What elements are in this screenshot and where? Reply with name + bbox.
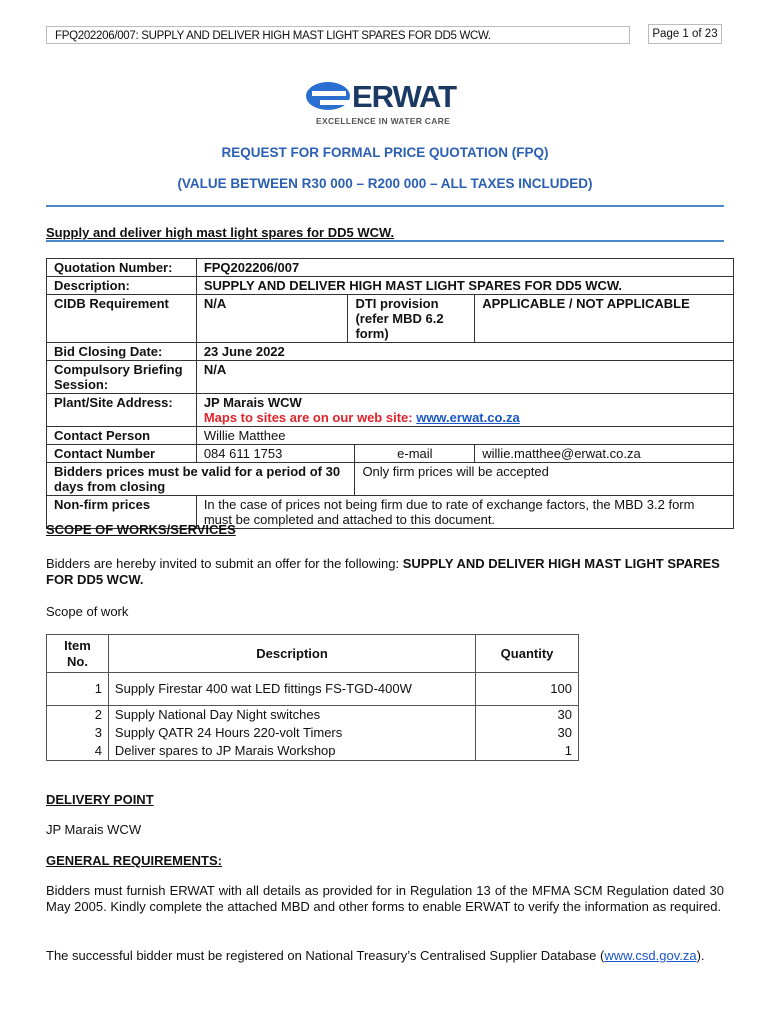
item-description: Supply National Day Night switches xyxy=(108,706,475,725)
item-quantity: 30 xyxy=(476,724,579,742)
scope-intro xyxy=(46,556,724,588)
description-value: SUPPLY AND DELIVER HIGH MAST LIGHT SPARES FOR DD5 WCW. xyxy=(196,277,733,295)
column-header-quantity: Quantity xyxy=(476,635,579,673)
table-row xyxy=(47,742,579,761)
item-description: Supply QATR 24 Hours 220-volt Timers xyxy=(108,724,475,742)
table-row xyxy=(47,673,579,706)
quotation-info-table xyxy=(46,258,734,529)
site-address-value: JP Marais WCW xyxy=(203,395,302,410)
csd-website-link[interactable]: www.csd.gov.za xyxy=(604,948,697,963)
item-quantity: 30 xyxy=(476,706,579,725)
description-label: Description: xyxy=(47,277,197,295)
cidb-label: CIDB Requirement xyxy=(47,295,197,343)
delivery-heading: DELIVERY POINT xyxy=(46,792,154,807)
item-no: 2 xyxy=(47,706,109,725)
table-row xyxy=(47,445,734,463)
contact-person-value: Willie Matthee xyxy=(196,427,733,445)
quotation-number-label: Quotation Number: xyxy=(47,259,197,277)
scope-items-table xyxy=(46,634,579,761)
validity-value: Only firm prices will be accepted xyxy=(355,463,734,496)
csd-registration-paragraph xyxy=(46,948,724,964)
item-quantity: 1 xyxy=(476,742,579,761)
item-no: 1 xyxy=(47,673,109,706)
csd-text: The successful bidder must be registered on National Treasury’s Centralised Supplier Database ( xyxy=(46,948,605,963)
contact-number-value: 084 611 1753 xyxy=(196,445,355,463)
site-address-cell xyxy=(196,394,733,427)
general-requirements-heading: GENERAL REQUIREMENTS: xyxy=(46,853,222,868)
email-value[interactable]: willie.matthee@erwat.co.za xyxy=(475,445,734,463)
dti-value: APPLICABLE / NOT APPLICABLE xyxy=(475,295,734,343)
table-row xyxy=(47,361,734,394)
email-label: e-mail xyxy=(355,445,475,463)
closing-date-label: Bid Closing Date: xyxy=(47,343,197,361)
table-row xyxy=(47,724,579,742)
item-quantity: 100 xyxy=(476,673,579,706)
table-row xyxy=(47,427,734,445)
table-row xyxy=(47,343,734,361)
quotation-number-value: FPQ202206/007 xyxy=(196,259,733,277)
table-row xyxy=(47,295,734,343)
page-number: Page 1 of 23 xyxy=(648,24,722,44)
cidb-value: N/A xyxy=(196,295,348,343)
briefing-label: Compulsory Briefing Session: xyxy=(47,361,197,394)
table-row xyxy=(47,706,579,725)
briefing-value: N/A xyxy=(196,361,733,394)
table-row xyxy=(47,463,734,496)
logo-wordmark: ERWAT xyxy=(352,79,457,114)
logo-tagline: EXCELLENCE IN WATER CARE xyxy=(316,116,451,126)
nonfirm-value: In the case of prices not being firm due to rate of exchange factors, the MBD 3.2 form must be completed and attached to this document. xyxy=(196,496,733,529)
general-requirements-paragraph: Bidders must furnish ERWAT with all details as provided for in Regulation 13 of the MFMA SCM Regulation dated 30 May 2005. Kindly complete the attached MBD and other forms to enable ERWAT to verify the information as required. xyxy=(46,883,724,914)
divider xyxy=(46,240,724,242)
item-no: 4 xyxy=(47,742,109,761)
validity-label: Bidders prices must be valid for a period of 30 days from closing xyxy=(47,463,355,496)
table-row xyxy=(47,259,734,277)
table-header-row xyxy=(47,635,579,673)
document-reference-header: FPQ202206/007: SUPPLY AND DELIVER HIGH MAST LIGHT SPARES FOR DD5 WCW. xyxy=(46,26,630,44)
scope-heading: SCOPE OF WORKS/SERVICES xyxy=(46,522,236,537)
scope-intro-bold: SUPPLY AND DELIVER HIGH MAST LIGHT SPARES FOR DD5 WCW. xyxy=(46,556,720,587)
document-subtitle: (VALUE BETWEEN R30 000 – R200 000 – ALL TAXES INCLUDED) xyxy=(177,176,593,191)
item-description: Supply Firestar 400 wat LED fittings FS-TGD-400W xyxy=(108,673,475,706)
scope-of-work-label: Scope of work xyxy=(46,604,129,619)
divider xyxy=(46,205,724,207)
column-header-description: Description xyxy=(108,635,475,673)
site-address-label: Plant/Site Address: xyxy=(47,394,197,427)
maps-note xyxy=(204,410,726,425)
closing-date-value: 23 June 2022 xyxy=(196,343,733,361)
item-description: Deliver spares to JP Marais Workshop xyxy=(108,742,475,761)
delivery-value: JP Marais WCW xyxy=(46,822,142,837)
document-title: REQUEST FOR FORMAL PRICE QUOTATION (FPQ) xyxy=(221,145,549,160)
dti-label: DTI provision (refer MBD 6.2 form) xyxy=(348,295,475,343)
nonfirm-label: Non-firm prices xyxy=(47,496,197,529)
contact-person-label: Contact Person xyxy=(47,427,197,445)
erwat-website-link[interactable]: www.erwat.co.za xyxy=(416,410,520,425)
subject-line: Supply and deliver high mast light spares for DD5 WCW. xyxy=(46,225,395,240)
item-no: 3 xyxy=(47,724,109,742)
column-header-item-no: Item No. xyxy=(47,635,109,673)
table-row xyxy=(47,394,734,427)
table-row xyxy=(47,277,734,295)
maps-note-text: Maps to sites are on our web site: xyxy=(203,410,417,425)
csd-text-end: ). xyxy=(696,948,705,963)
contact-number-label: Contact Number xyxy=(47,445,197,463)
scope-intro-text: Bidders are hereby invited to submit an offer for the following: xyxy=(46,556,403,571)
